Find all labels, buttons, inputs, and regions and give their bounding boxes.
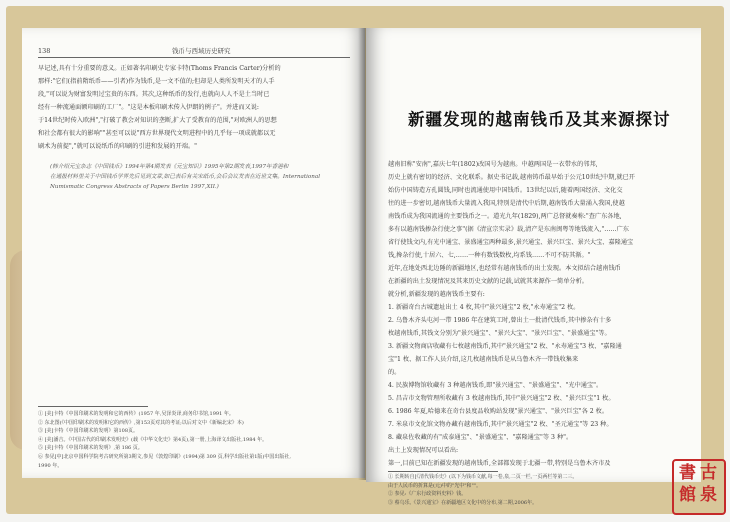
text-line: 历史上就有密切的经济、文化联系。据史书记载,越南铸币最早始于公元10世纪中期,就已开 (388, 174, 635, 181)
footnote: ② 东北图(《中国印刷术的发明和它的西传》,第153页对其的考证;以后对文中《新编北宋》本) (38, 419, 244, 426)
footnote: ④ [美]潘吉。《中国古代的印刷术发明史》(载《中华文化史》第4页),第一册,上海译文出版社,1984 年。 (38, 436, 268, 443)
text-line: 刷术为前提","就可以说纸币的印刷的引进和发展的开端。" (38, 143, 198, 150)
text-line: 1. 新疆奇台古城遗址出土 4 枚,其中"景兴通宝"2 枚,"永寿通宝"2 枚。 (388, 304, 580, 311)
left-page (22, 28, 365, 478)
text-line: 那样:"它们(指前隋纸币——引者)作为钱币,是一文不值的;但却是人类所发明天才的人手 (38, 78, 275, 85)
seal-stamp (672, 459, 726, 515)
text-line: 省行使钱文内,有光中通宝、景盛通宝两种最多,景兴通宝、景兴巨宝、景兴大宝、嘉隆通宝 (388, 239, 634, 246)
footnote: ② 参见:《广东行政资料史料》钱。 (388, 491, 467, 498)
quote-line: 在通报材料里关于中国钱币学界先后见到文章,如已表后有关宋纸币,会后会议发表在近世文集。International (50, 174, 321, 180)
footnote: ⑤ [美]卡特《中国印刷术的发明》,第 186 页。 (38, 445, 143, 452)
text-line: 近年,在地处西北边陲的新疆地区,也经常有越南钱币的出土发现。本文拟结合越南钱币 (388, 265, 621, 272)
chapter-title: 新疆发现的越南钱币及其来源探讨 (408, 110, 671, 129)
text-line: 2. 乌鲁木齐头屯河一带 1986 年在建筑工时,曾出土一批清代钱币,其中掺杂有十多 (388, 317, 612, 324)
stamp-char: 書 (679, 463, 696, 483)
text-line: 钱,搀杂行使,十居六、七,……一种有数钱数枚,均系钱……不可不防其渐。" (388, 252, 591, 259)
text-line: 4. 民族博物馆收藏有 3 种越南钱币,即"景兴通宝"、"景盛通宝"、"光中通宝"。 (388, 382, 603, 389)
text-line: 经有一种流通面额印刷的工厂"。"这是本板印刷术传入伊朗的例子"。并进而又说: (38, 104, 259, 111)
text-line: 出土上发现情况可以看出: (388, 447, 459, 454)
quote-line: (韩介绍元宝杂志《中国钱币》1994年第4期发表《元宝知识》1995年第2期发表,1997年香港和 (50, 164, 289, 170)
header-rule (38, 57, 350, 58)
text-line: 在新疆的出土发现情况及其来历史文献的记载,试就其来源作一简单分析。 (388, 278, 588, 285)
text-line: 于14世纪时传入欧洲","打破了教会对知识的垄断,扩大了受教育的范围,"对欧洲人的思想 (38, 117, 277, 124)
text-line: 枚越南钱币,其钱文分别为"景兴通宝"、"景兴大宝"、"景兴巨宝"、"景盛通宝"等。 (388, 330, 611, 337)
text-line: 的。 (388, 369, 401, 376)
footnote: ① [美]卡特《中国印刷术的发明和它的西传》(1957 年,吴泽炎译,商务印书馆,1991 年。 (38, 411, 234, 417)
footnote: 1990 年。 (38, 462, 63, 469)
right-body-paragraph (388, 158, 690, 470)
stamp-char: 館 (679, 485, 696, 505)
footnote: ③ [美]卡特《中国印刷术的发明》第108页。 (38, 428, 139, 435)
left-footnotes (38, 410, 356, 470)
stamp-char: 古 (700, 463, 717, 483)
page-number: 138 (38, 47, 51, 55)
footnote: ① 长期转自[《清代钱币史》(以下为钱币文献,每一卷,泉,二页一栏,一页两栏等第二三。 (388, 474, 578, 480)
text-line: 早记述,具有十分重要的意义。正如著名印刷史专家卡特(Thoms Francis Carter)分析的 (38, 65, 281, 72)
footnote: ⑥ 参见[中]北京中国科学院考古研究所第3期文,参见《敦煌印刷》(1994)第 309 页,科学出版社第1版)中国出版社, (38, 453, 291, 460)
text-line: 始仿中国铸造方孔圆钱,同时也流通使用中国钱币。13世纪以后,随着两国经济、文化交 (388, 187, 623, 194)
text-line: 越南旧称"安南",嘉庆七年(1802)改国号为越南。中越两国是一衣带水的邻邦, (388, 161, 598, 168)
text-line: 多有以越南钱掺杂行使之事"(据《清宣宗实录》载,清产是东南闽粤等地钱流入,"……广东 (388, 226, 629, 233)
footnote: ③ 蔡乌乐,《景兴通宝》在新疆地区文化中的分布,第二期,2006年。 (388, 499, 538, 506)
text-line: 宝"1 枚、据工作人员介绍,这几枚越南钱币是从乌鲁木齐一带钱收集来 (388, 356, 579, 363)
footnote-rule (388, 471, 498, 472)
text-line: 3. 新疆文物商店收藏有七枚越南钱币,其中"景兴通宝"2 枚、"永寿通宝"3 枚、"嘉隆通 (388, 343, 622, 350)
stamp-char: 泉 (700, 485, 717, 505)
left-body-paragraph (38, 62, 354, 153)
left-quote-block (50, 162, 350, 192)
text-line: 段,"可以说为财富发明过宝贵的东西。其次,这种纸币的发行,也就向人人不是土当时已 (38, 91, 270, 98)
text-line: 就分析,新疆发现的越南钱币主要有: (388, 291, 485, 298)
text-line: 南钱币成为我国流通的主要钱币之一。道光九年(1829),两广总督就奏称:"查广东各地, (388, 213, 622, 220)
footnote: 由于人民币的折算是(元)中的"光中"和""。 (388, 482, 482, 489)
text-line: 往的进一步密切,越南钱币大量流入我国,特别是清代中后期,越南钱币大量涌入我国,使越 (388, 200, 625, 207)
text-line: 第一,目前已知在新疆发现的越南钱币,全部都发现于北疆一带,特别是乌鲁木齐市及 (388, 460, 611, 467)
text-line: 8. 藏泉佐收藏的有"成泰通宝"、"景盛通宝"、"嘉隆通宝"等 3 种"。 (388, 434, 573, 441)
running-header: 钱币与西域历史研究 (172, 47, 231, 55)
right-footnotes (388, 473, 694, 507)
text-line: 6. 1986 年夏,哈德来在奇台县度品收购站发现"景兴通宝"、"景兴巨宝"各 2 枚。 (388, 408, 609, 415)
text-line: 5. 昌吉市文物管理所收藏有 3 枚越南钱币,其中"景兴通宝"2 枚、"景兴巨宝"1 枚。 (388, 395, 615, 402)
quote-line: Numismatic Congress Abstracts of Papers Berlin 1997,XII.) (50, 184, 219, 190)
footnote-rule (38, 406, 148, 407)
text-line: 7. 米泉市文化馆文物办藏有越南钱币,其中"景兴通宝"2 枚、"圣元通宝"等 23 种。 (388, 421, 613, 428)
text-line: 和社会都有很大的影响""甚至可以说"西方世界现代文明进程中的几乎每一项成就都以无 (38, 130, 276, 137)
right-page (366, 28, 701, 506)
